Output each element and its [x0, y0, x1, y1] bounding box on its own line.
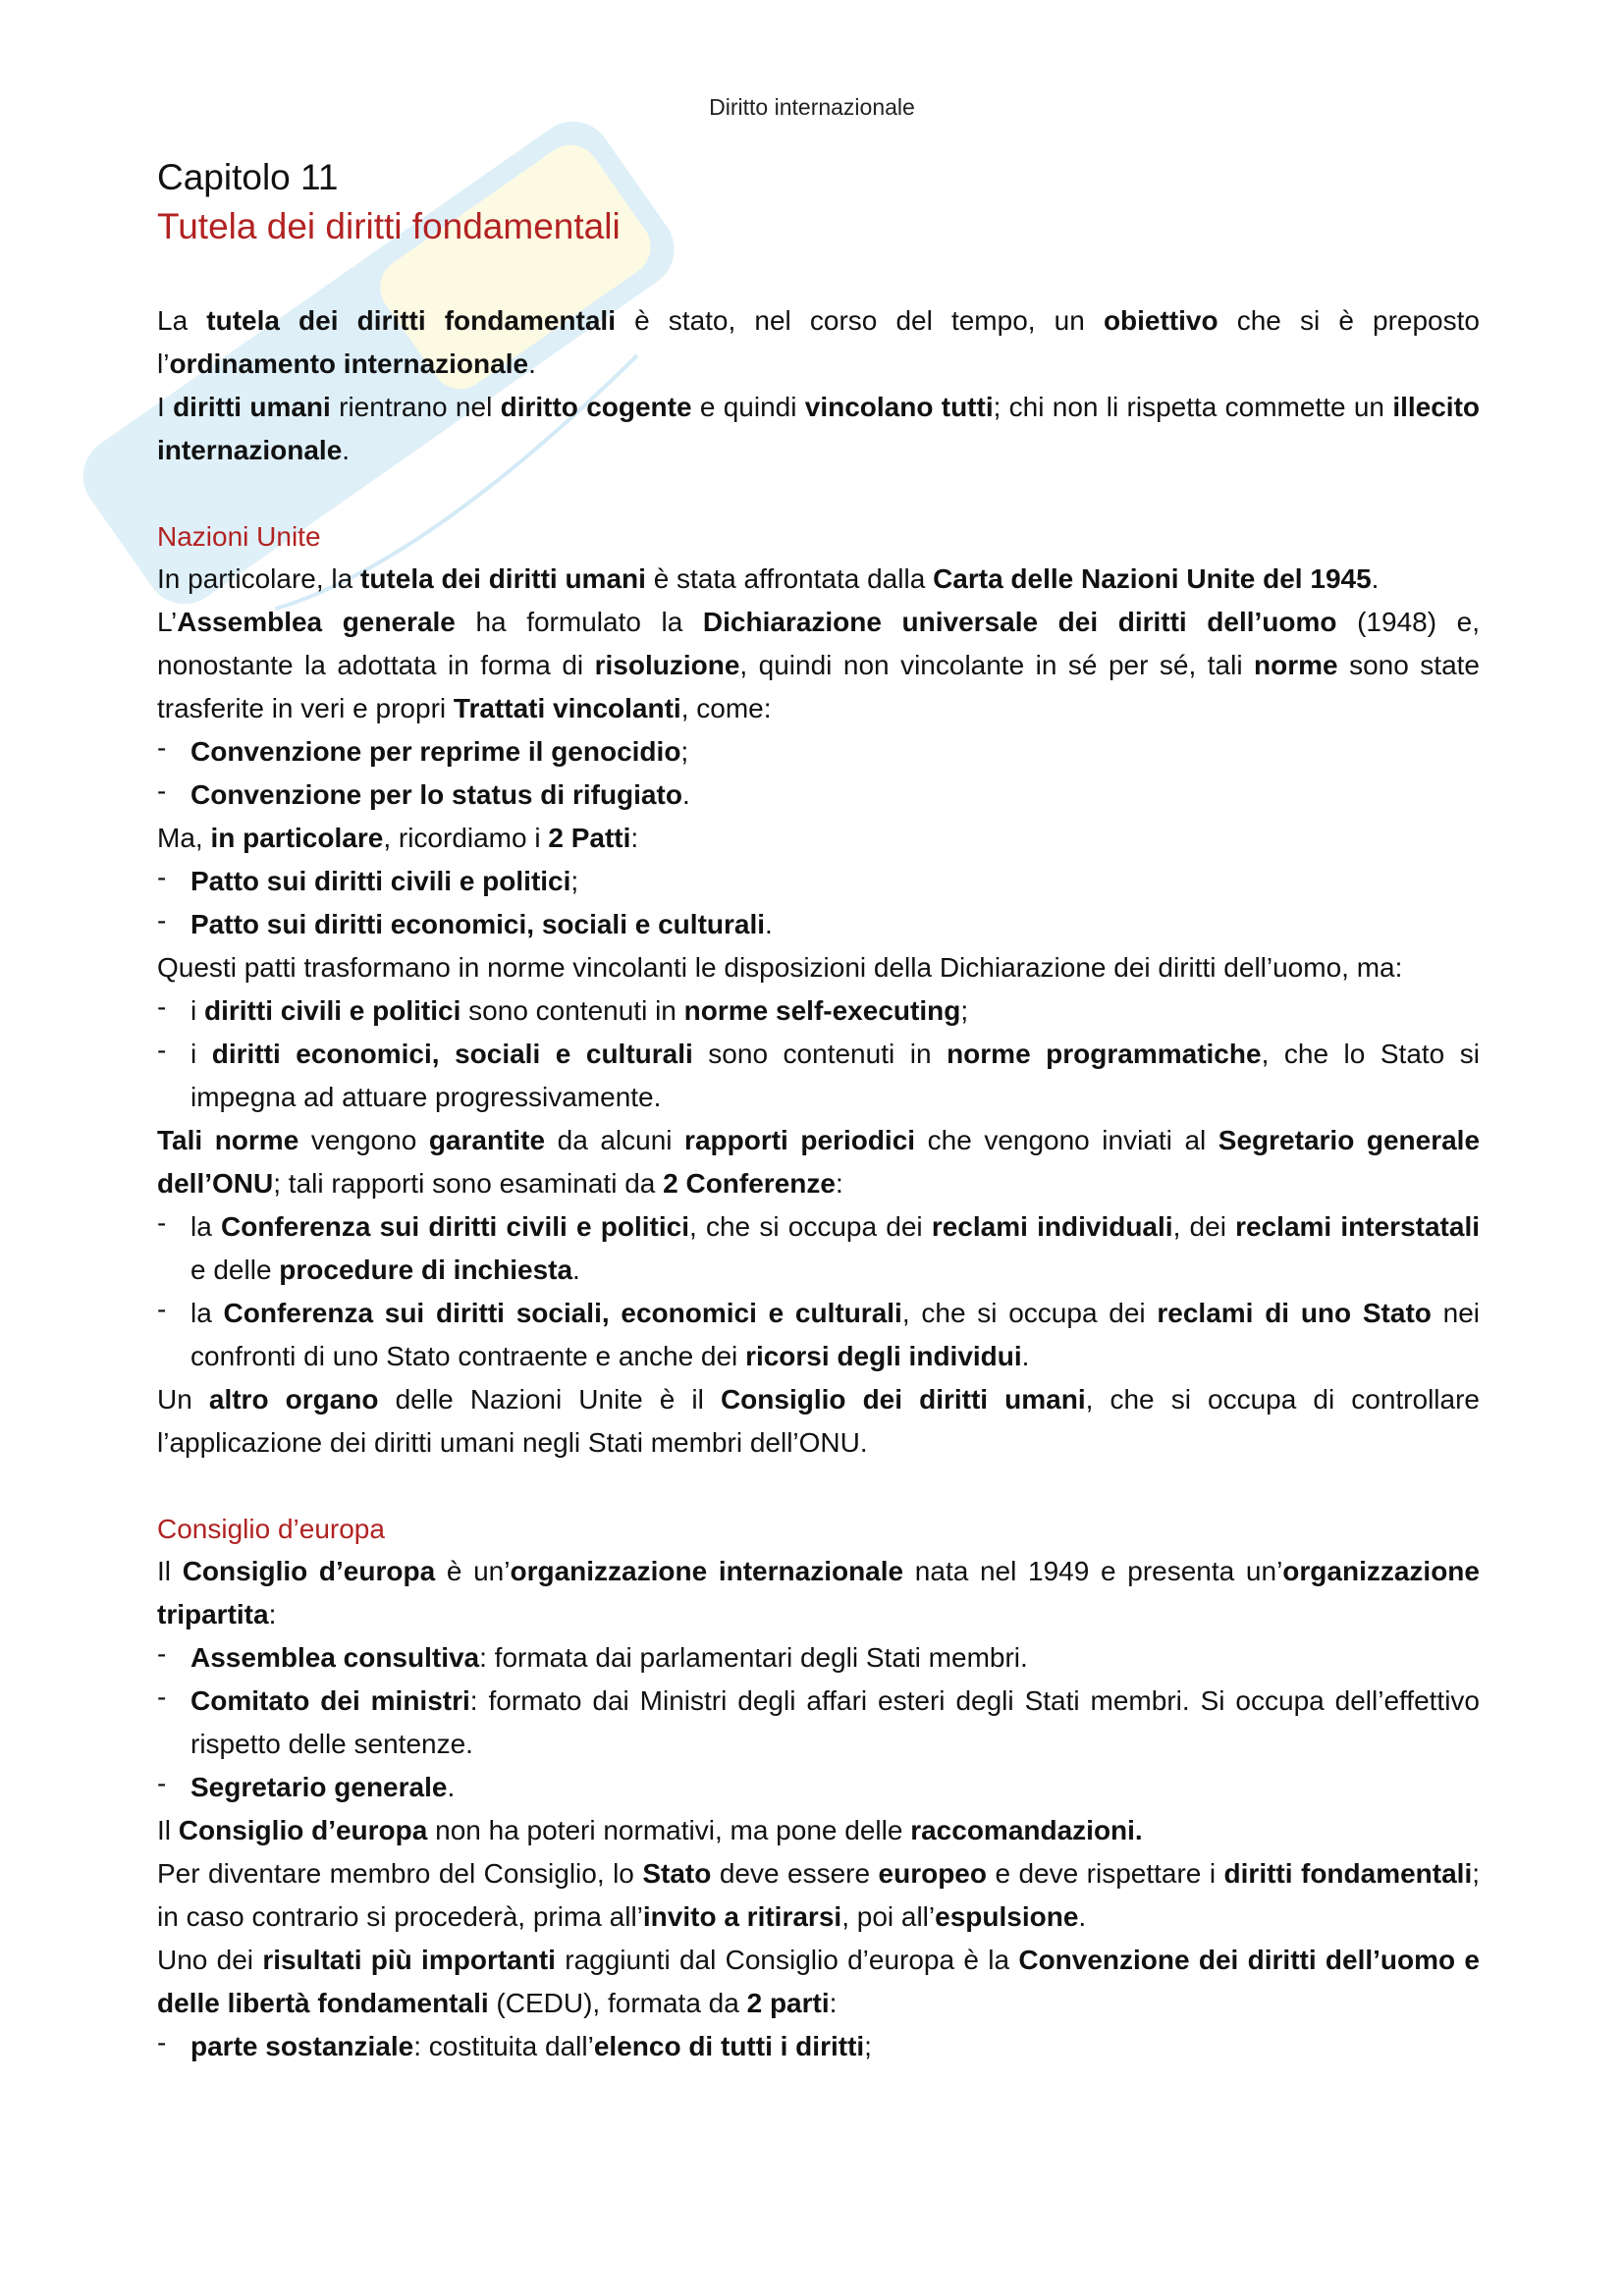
text-run: In particolare, la: [157, 562, 360, 594]
text-run: i: [190, 994, 204, 1026]
text-run: (1948) e, nonostante la adottata in forma di: [157, 606, 1480, 680]
text-run: la: [190, 1210, 221, 1242]
text-run: ;: [864, 2031, 872, 2062]
text-run: Il: [157, 1556, 183, 1587]
bullet-list: [157, 860, 1480, 946]
body-paragraph: [157, 1119, 1480, 1205]
text-run: .: [528, 347, 536, 379]
bold-text: elenco di tutti i diritti: [593, 2031, 865, 2062]
text-run: da alcuni: [545, 1124, 685, 1155]
bold-text: norme programmatiche: [947, 1038, 1262, 1069]
body-paragraph: [157, 601, 1480, 730]
text-run: sono contenuti in: [460, 994, 684, 1026]
text-run: ;: [570, 865, 579, 896]
bold-text: diritti civili e politici: [204, 994, 461, 1026]
bullet-list: [157, 730, 1480, 817]
text-run: , dei: [1172, 1210, 1236, 1242]
bold-text: risultati più importanti: [262, 1945, 556, 1976]
text-run: ; in caso contrario si procederà, prima all’: [157, 1858, 1481, 1933]
bold-text: reclami individuali: [931, 1210, 1173, 1242]
text-run: .: [681, 778, 690, 810]
text-run: la: [190, 1297, 224, 1328]
text-run: , che si occupa di controllare l’applicazione dei diritti umani negli Stati membri dell’ONU.: [157, 1383, 1480, 1458]
bold-text: tutela dei diritti umani: [360, 562, 646, 594]
text-run: .: [1078, 1901, 1087, 1933]
bold-text: Consiglio dei diritti umani: [720, 1383, 1086, 1415]
body-paragraph: [157, 1939, 1480, 2025]
text-run: , come:: [680, 692, 772, 723]
bold-text: procedure di inchiesta: [279, 1254, 573, 1285]
bold-text: Tali norme: [157, 1124, 299, 1155]
text-run: che si è preposto l’: [157, 304, 1480, 379]
list-item: [157, 2025, 1480, 2068]
list-item: [157, 903, 1480, 946]
text-run: , ricordiamo i: [383, 822, 549, 853]
text-run: raggiunti dal Consiglio d’europa è la: [555, 1945, 1019, 1976]
bullet-list: [157, 1205, 1480, 1378]
list-item: [157, 774, 1480, 817]
text-run: .: [1371, 562, 1380, 594]
text-run: :: [630, 822, 639, 853]
text-run: è un’: [435, 1556, 511, 1587]
bold-text: Comitato dei ministri: [190, 1685, 470, 1717]
body-paragraph: [157, 1852, 1480, 1939]
text-run: nata nel 1949 e presenta un’: [903, 1556, 1283, 1587]
list-item: [157, 860, 1480, 903]
bold-text: Convenzione dei diritti dell’uomo e delle libertà fondamentali: [157, 1945, 1481, 2019]
text-run: vengono: [298, 1124, 429, 1155]
text-run: non ha poteri normativi, ma pone delle: [427, 1815, 911, 1846]
bold-text: organizzazione internazionale: [510, 1556, 904, 1587]
bold-text: vincolano tutti: [804, 391, 994, 422]
bullet-list: [157, 2025, 1480, 2068]
bold-text: risoluzione: [594, 649, 740, 680]
text-run: ha formulato la: [455, 606, 703, 637]
bold-text: tutela dei diritti fondamentali: [206, 304, 616, 336]
bold-text: Convenzione per reprime il genocidio: [190, 735, 681, 767]
bold-text: garantite: [428, 1124, 546, 1155]
text-run: , che lo Stato si impegna ad attuare progressivamente.: [190, 1038, 1481, 1112]
text-run: è stato, nel corso del tempo, un: [615, 304, 1104, 336]
text-run: è stata affrontata dalla: [645, 562, 934, 594]
text-run: sono contenuti in: [692, 1038, 947, 1069]
text-run: , poi all’: [841, 1901, 936, 1933]
bold-text: 2 parti: [746, 1988, 830, 2019]
text-run: , che si occupa dei: [689, 1210, 932, 1242]
text-run: e deve rispettare i: [986, 1858, 1224, 1890]
section-heading-nazioni-unite: Nazioni Unite: [157, 520, 321, 552]
body-paragraph: [157, 1550, 1480, 1636]
bold-text: reclami di uno Stato: [1157, 1297, 1432, 1328]
text-run: .: [447, 1772, 456, 1803]
text-run: deve essere: [711, 1858, 879, 1890]
bold-text: raccomandazioni.: [910, 1815, 1143, 1846]
list-item: [157, 989, 1480, 1033]
body-paragraph: [157, 817, 1480, 860]
bold-text: Carta delle Nazioni Unite del 1945: [933, 562, 1372, 594]
bold-text: norme: [1254, 649, 1338, 680]
bold-text: europeo: [878, 1858, 987, 1890]
bullet-list: [157, 989, 1480, 1119]
text-run: sono state trasferite in veri e propri: [157, 649, 1480, 723]
bold-text: espulsione: [935, 1901, 1079, 1933]
text-run: La: [157, 304, 207, 336]
intro-paragraph: [157, 386, 1480, 472]
text-run: e delle: [190, 1254, 280, 1285]
list-item: [157, 730, 1480, 774]
bold-text: Patto sui diritti economici, sociali e culturali: [190, 908, 766, 939]
body-paragraph: [157, 558, 1480, 601]
bold-text: diritti fondamentali: [1223, 1858, 1473, 1890]
intro-paragraph: [157, 299, 1480, 386]
text-run: : formato dai Ministri degli affari esteri degli Stati membri. Si occupa dell’effettivo rispetto delle sentenze.: [190, 1685, 1481, 1760]
text-run: : costituita dall’: [413, 2031, 594, 2062]
bold-text: Convenzione per lo status di rifugiato: [190, 778, 682, 810]
text-run: , che si occupa dei: [901, 1297, 1158, 1328]
bold-text: in particolare: [210, 822, 384, 853]
bold-text: reclami interstatali: [1235, 1210, 1480, 1242]
page-content: [157, 155, 1480, 2068]
bold-text: Dichiarazione universale dei diritti dell’uomo: [702, 606, 1337, 637]
list-item: [157, 1636, 1480, 1680]
bold-text: invito a ritirarsi: [642, 1901, 842, 1933]
bold-text: diritti economici, sociali e culturali: [211, 1038, 693, 1069]
bold-text: Consiglio d’europa: [182, 1556, 436, 1587]
bold-text: Conferenza sui diritti sociali, economici e culturali: [223, 1297, 902, 1328]
text-run: .: [765, 908, 773, 939]
bold-text: Consiglio d’europa: [178, 1815, 428, 1846]
bold-text: ordinamento internazionale: [169, 347, 529, 379]
text-run: Un: [157, 1383, 209, 1415]
text-run: ;: [960, 994, 969, 1026]
bold-text: parte sostanziale: [190, 2031, 414, 2062]
text-run: ; tali rapporti sono esaminati da: [273, 1167, 664, 1199]
text-run: :: [268, 1599, 277, 1630]
text-run: Per diventare membro del Consiglio, lo: [157, 1858, 643, 1890]
bold-text: diritti umani: [173, 391, 331, 422]
bold-text: organizzazione tripartita: [157, 1556, 1480, 1630]
bold-text: illecito internazionale: [157, 391, 1481, 465]
text-run: ; chi non li rispetta commette un: [993, 391, 1393, 422]
bold-text: obiettivo: [1103, 304, 1218, 336]
text-run: (CEDU), formata da: [488, 1988, 747, 2019]
chapter-title: Tutela dei diritti fondamentali: [157, 206, 621, 247]
text-run: : formata dai parlamentari degli Stati membri.: [479, 1642, 1028, 1674]
bold-text: ricorsi degli individui: [745, 1340, 1022, 1371]
text-run: ;: [680, 735, 689, 767]
bold-text: Segretario generale: [190, 1772, 448, 1803]
text-run: e quindi: [691, 391, 805, 422]
list-item: [157, 1766, 1480, 1809]
text-run: Questi patti trasformano in norme vincolanti le disposizioni della Dichiarazione dei diritti dell’uomo, ma:: [157, 951, 1403, 983]
chapter-label: Capitolo 11: [157, 157, 339, 197]
text-run: , quindi non vincolante in sé per sé, tali: [739, 649, 1255, 680]
text-run: .: [342, 434, 351, 465]
text-run: i: [190, 1038, 212, 1069]
bold-text: rapporti periodici: [684, 1124, 916, 1155]
text-run: Il: [157, 1815, 179, 1846]
bold-text: Assemblea consultiva: [190, 1642, 480, 1674]
list-item: [157, 1205, 1480, 1292]
text-run: Ma,: [157, 822, 211, 853]
text-run: :: [835, 1167, 843, 1199]
body-paragraph: [157, 1378, 1480, 1465]
bullet-list: [157, 1636, 1480, 1809]
bold-text: norme self-executing: [683, 994, 961, 1026]
text-run: .: [1021, 1340, 1030, 1371]
text-run: rientrano nel: [330, 391, 501, 422]
text-run: Uno dei: [157, 1945, 263, 1976]
text-run: I: [157, 391, 174, 422]
text-run: L’: [157, 606, 178, 637]
bold-text: 2 Patti: [548, 822, 631, 853]
list-item: [157, 1033, 1480, 1119]
bold-text: 2 Conferenze: [663, 1167, 836, 1199]
list-item: [157, 1292, 1480, 1378]
section-heading-consiglio-europa: Consiglio d’europa: [157, 1513, 385, 1544]
running-header: Diritto internazionale: [709, 94, 915, 120]
bold-text: Segretario generale dell’ONU: [157, 1124, 1481, 1199]
bold-text: Patto sui diritti civili e politici: [190, 865, 571, 896]
text-run: .: [572, 1254, 580, 1285]
text-run: nei confronti di uno Stato contraente e anche dei: [190, 1297, 1480, 1371]
text-run: delle Nazioni Unite è il: [378, 1383, 721, 1415]
bold-text: diritto cogente: [500, 391, 692, 422]
list-item: [157, 1680, 1480, 1766]
bold-text: Conferenza sui diritti civili e politici: [221, 1210, 689, 1242]
text-run: che vengono inviati al: [915, 1124, 1218, 1155]
bold-text: Stato: [642, 1858, 712, 1890]
bold-text: Assemblea generale: [177, 606, 456, 637]
bold-text: Trattati vincolanti: [453, 692, 681, 723]
body-paragraph: [157, 946, 1480, 989]
bold-text: altro organo: [208, 1383, 379, 1415]
text-run: :: [829, 1988, 838, 2019]
body-paragraph: [157, 1809, 1480, 1852]
